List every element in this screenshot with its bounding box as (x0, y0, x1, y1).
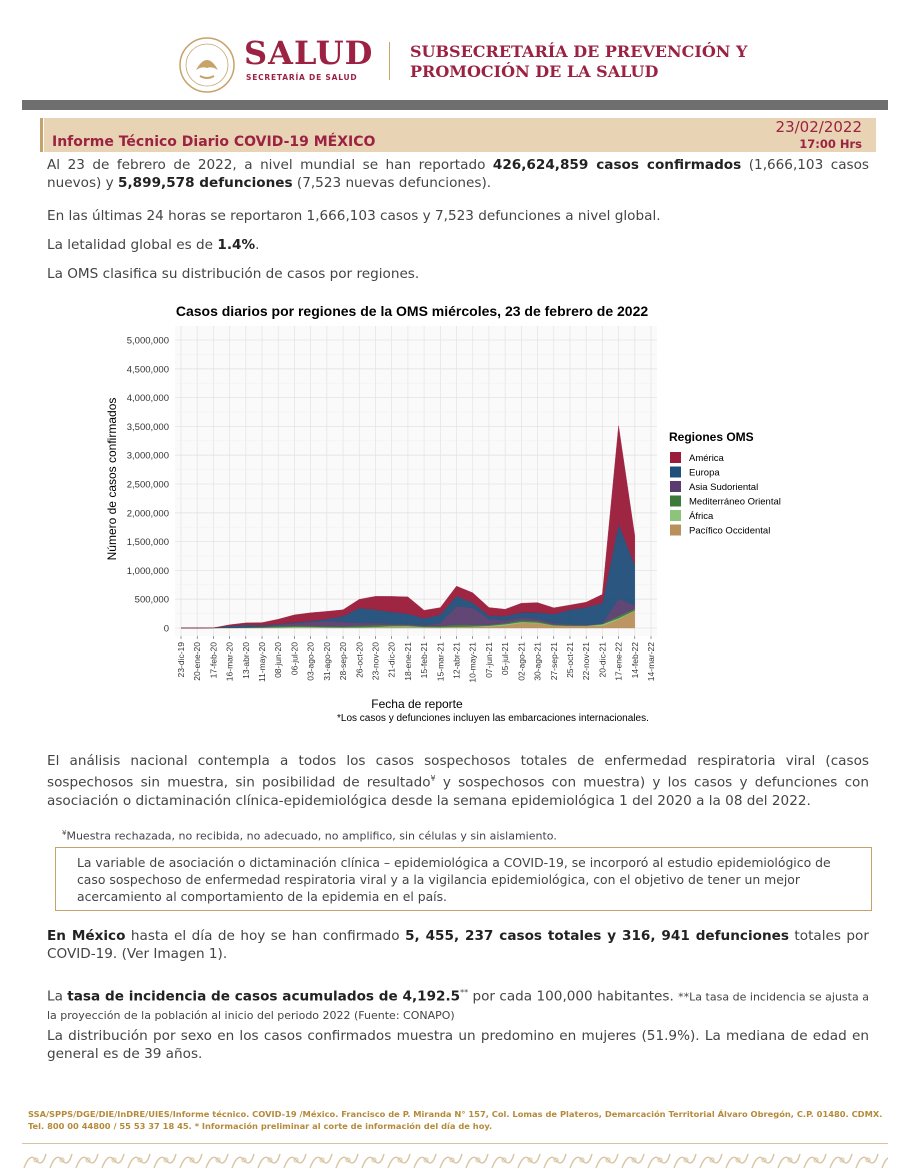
sex-distribution-paragraph: La distribución por sexo en los casos confirmados muestra un predomino en mujeres (51.9%). La mediana de edad en general es de 39 años. (47, 1028, 869, 1062)
legend-label: Mediterráneo Oriental (689, 496, 781, 508)
incidence-note: **La tasa de incidencia se ajusta a la proyección de la población al inicio del periodo 2022 (Fuente: CONAPO) (47, 990, 869, 1022)
x-tick-label: 02-ago-21 (516, 642, 527, 681)
text-span: hasta el día de hoy se han confirmado (125, 928, 406, 944)
legend-label: Pacífico Occidental (689, 525, 771, 537)
x-tick-label: 16-mar-20 (224, 642, 235, 682)
legend-label: Asia Sudoriental (689, 482, 759, 493)
footer-text (28, 1108, 888, 1132)
text-span: Al 23 de febrero de 2022, a nivel mundial se han reportado (47, 157, 493, 173)
x-tick-label: 18-ene-21 (402, 642, 413, 681)
x-tick-label: 14-mar-22 (646, 642, 656, 682)
header-gray-bar (22, 100, 888, 110)
x-tick-label: 30-ago-21 (532, 642, 543, 681)
x-tick-label: 15-feb-21 (419, 642, 430, 679)
y-tick-label: 4,500,000 (126, 364, 169, 376)
national-analysis-paragraph (47, 752, 869, 810)
text-span: (1,666,103 casos nuevos) y (47, 157, 870, 191)
x-tick-label: 17-ene-22 (613, 642, 624, 681)
legend-swatch (670, 510, 681, 521)
incidence-rate-paragraph (47, 984, 869, 1024)
x-tick-label: 23-nov-20 (370, 642, 381, 681)
y-tick-label: 1,500,000 (126, 537, 169, 549)
brand-logo: SALUD (244, 34, 374, 72)
report-title: Informe Técnico Diario COVID-19 MÉXICO (52, 134, 376, 150)
legend-label: África (689, 511, 714, 522)
y-axis-label: Número de casos confirmados (105, 397, 119, 561)
brand-subtitle: SECRETARÍA DE SALUD (246, 73, 358, 82)
global-summary-paragraph (47, 156, 869, 192)
x-tick-label: 20-ene-20 (192, 642, 203, 681)
mexico-totals-value: 5, 455, 237 casos totales y 316, 941 defunciones (405, 928, 789, 944)
footer-line-2: Tel. 800 00 44800 / 55 53 37 18 45. * Información preliminar al corte de información del día de hoy. (28, 1121, 493, 1131)
x-tick-label: 10-may-21 (467, 642, 478, 683)
header-divider (389, 42, 390, 80)
y-tick-label: 0 (163, 623, 169, 635)
x-tick-label: 25-oct-21 (564, 642, 575, 678)
text-span: (7,523 nuevas defunciones). (292, 175, 492, 191)
legend-title: Regiones OMS (669, 430, 754, 444)
sample-footnote (62, 826, 862, 844)
who-regions-daily-cases-chart (95, 296, 815, 728)
lethality-value: 1.4% (217, 237, 256, 253)
y-tick-label: 5,000,000 (126, 335, 169, 347)
y-tick-label: 500,000 (134, 594, 169, 606)
subsecretaria-title (410, 42, 747, 82)
x-tick-label: 15-mar-21 (435, 642, 446, 682)
footnote-mark: ¥ (62, 829, 67, 837)
text-span: y sospechosos con muestra) y los casos y defunciones con asociación o dictaminación clínica-epidemiológica desde la semana epidemiológica 1 del 2020 a la 08 del 2022. (47, 774, 869, 809)
x-tick-label: 11-may-20 (257, 642, 268, 682)
legend-swatch (670, 525, 681, 536)
footer-ornament-pattern (22, 1150, 888, 1170)
y-tick-label: 1,000,000 (126, 565, 169, 577)
x-tick-label: 31-ago-20 (321, 642, 332, 681)
text-span: La (47, 988, 68, 1005)
text-span: La letalidad global es de (47, 237, 218, 253)
legend-label: Europa (689, 467, 720, 479)
legend-swatch (670, 481, 681, 492)
y-tick-label: 4,000,000 (126, 393, 169, 405)
x-axis-ticks (176, 636, 656, 683)
x-tick-label: 20-dic-21 (597, 642, 608, 678)
x-tick-label: 13-abr-20 (240, 642, 251, 679)
lethality-paragraph (47, 236, 869, 254)
global-deaths-value: 5,899,578 defunciones (118, 175, 293, 191)
x-tick-label: 14-feb-22 (629, 642, 640, 679)
x-tick-label: 07-jun-21 (483, 642, 494, 678)
y-tick-label: 3,000,000 (126, 450, 169, 462)
footnote-mark: ** (460, 988, 469, 997)
mexico-seal-icon (178, 36, 236, 94)
mexico-label: En México (47, 928, 126, 944)
chart-grid (175, 326, 657, 636)
mexico-totals-paragraph (47, 927, 869, 963)
legend-swatch (670, 467, 681, 478)
text-span: . (255, 237, 260, 253)
y-tick-label: 3,500,000 (126, 421, 169, 433)
chart-legend (669, 430, 781, 537)
text-span: por cada 100,000 habitantes. (468, 988, 679, 1005)
footnote-mark: ¥ (430, 774, 436, 783)
legend-swatch (670, 496, 681, 507)
x-tick-label: 26-oct-20 (354, 642, 365, 678)
x-axis-label: Fecha de reporte (371, 697, 463, 711)
chart-title: Casos diarios por regiones de la OMS miércoles, 23 de febrero de 2022 (175, 303, 649, 319)
y-axis-ticks (127, 336, 169, 635)
subsecretaria-line-2: PROMOCIÓN DE LA SALUD (410, 62, 659, 81)
report-time: 17:00 Hrs (799, 137, 862, 151)
oms-regions-paragraph: La OMS clasifica su distribución de casos por regiones. (47, 266, 420, 282)
x-tick-label: 28-sep-20 (338, 642, 349, 681)
x-tick-label: 06-jul-20 (289, 642, 300, 676)
x-tick-label: 05-jul-21 (500, 642, 511, 676)
clinical-association-text: La variable de asociación o dictaminación clínica – epidemiológica a COVID-19, se incorporó al estudio epidemiológico de caso sospechoso de enfermedad respiratoria viral y a la vigilancia epidemiológica, con el objetivo de tener un mejor acercamiento al comportamiento de la epidemia en el país. (77, 855, 831, 904)
x-tick-label: 21-dic-20 (386, 642, 397, 678)
x-tick-label: 08-jun-20 (273, 642, 284, 678)
x-tick-label: 03-ago-20 (305, 642, 316, 681)
x-tick-label: 23-dic-19 (176, 642, 186, 678)
last-24h-paragraph: En las últimas 24 horas se reportaron 1,666,103 casos y 7,523 defunciones a nivel global. (47, 208, 661, 224)
plot-background (175, 326, 657, 636)
chart-footnote: *Los casos y defunciones incluyen las embarcaciones internacionales. (337, 713, 649, 724)
global-cases-value: 426,624,859 casos confirmados (492, 157, 742, 173)
text-span: El análisis nacional contempla a todos los casos sospechosos totales de enfermedad respiratoria viral (casos sospechosos sin muestra, sin posibilidad de resultado (47, 753, 869, 791)
subsecretaria-line-1: SUBSECRETARÍA DE PREVENCIÓN Y (410, 42, 748, 61)
x-tick-label: 27-sep-21 (548, 642, 559, 681)
incidence-rate-value: tasa de incidencia de casos acumulados de 4,192.5 (67, 988, 461, 1005)
footer-line-1: SSA/SPPS/DGE/DIE/InDRE/UIES/Informe técnico. COVID-19 /México. Francisco de P. Miranda N° 157, Col. Lomas de Plateros, Demarcación Territorial Álvaro Obregón, C.P. 01480. CDMX. (28, 1109, 883, 1119)
report-title-edge (40, 118, 43, 152)
y-tick-label: 2,500,000 (126, 479, 169, 491)
legend-label: América (689, 453, 724, 464)
x-tick-label: 22-nov-21 (581, 642, 592, 681)
text-span: totales por COVID-19. (Ver Imagen 1). (47, 928, 869, 962)
x-tick-label: 17-feb-20 (208, 642, 219, 679)
x-tick-label: 12-abr-21 (451, 642, 462, 679)
footnote-text: Muestra rechazada, no recibida, no adecuado, no amplifico, sin células y sin aislamiento. (66, 829, 557, 843)
report-date: 23/02/2022 (775, 118, 862, 136)
footer-divider (22, 1143, 888, 1144)
y-tick-label: 2,000,000 (126, 508, 169, 520)
legend-swatch (670, 452, 681, 463)
